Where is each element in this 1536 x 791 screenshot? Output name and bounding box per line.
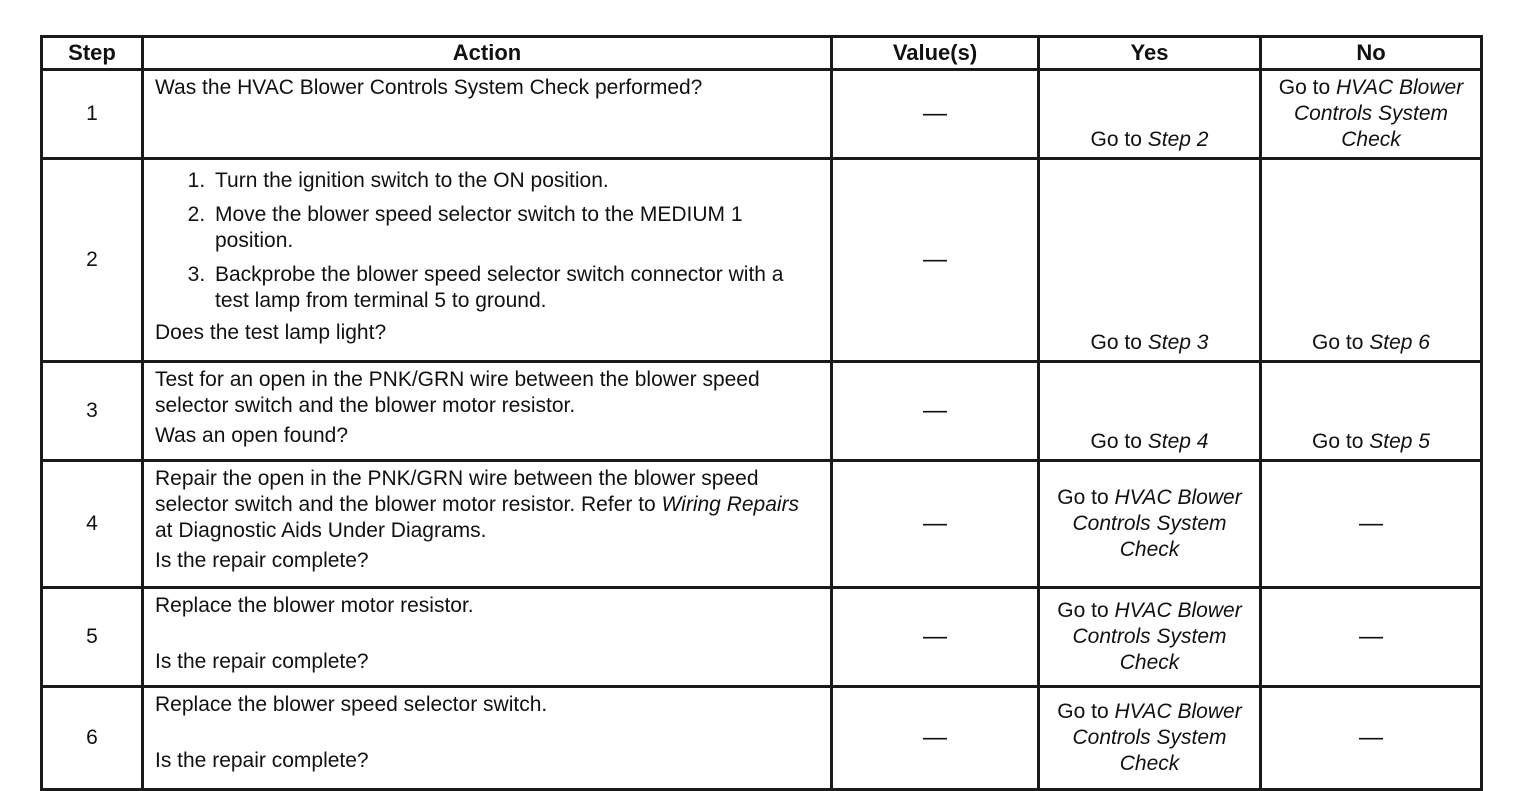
no-link[interactable]: Step 5 [1369, 430, 1430, 453]
yes-link[interactable]: HVAC Blower Controls System Check [1072, 700, 1242, 775]
action-step-item: 1. Turn the ignition switch to the ON position. [211, 168, 820, 194]
diagnostic-table [40, 35, 1483, 791]
action-text [155, 466, 820, 544]
table-row [42, 687, 1482, 790]
action-text-post: at Diagnostic Aids Under Diagrams. [155, 519, 487, 542]
action-cell [143, 159, 832, 362]
step-number: 2 [42, 159, 143, 362]
yes-prefix: Go to [1090, 128, 1148, 151]
action-cell [143, 70, 832, 159]
yes-link[interactable]: HVAC Blower Controls System Check [1072, 486, 1242, 561]
no-cell[interactable] [1261, 70, 1482, 159]
action-cell [143, 461, 832, 588]
action-step-item: 3. Backprobe the blower speed selector switch connector with a test lamp from terminal 5 to ground. [211, 262, 820, 314]
yes-cell[interactable] [1039, 70, 1261, 159]
yes-link[interactable]: HVAC Blower Controls System Check [1072, 599, 1242, 674]
table-row [42, 588, 1482, 687]
table-row [42, 159, 1482, 362]
action-text: Was the HVAC Blower Controls System Check performed? [155, 76, 703, 99]
table-row [42, 362, 1482, 461]
value-cell: — [832, 588, 1039, 687]
yes-cell[interactable] [1039, 687, 1261, 790]
action-text: Test for an open in the PNK/GRN wire between the blower speed selector switch and the blower motor resistor. [155, 368, 760, 417]
no-prefix: Go to [1312, 430, 1370, 453]
no-cell: — [1261, 588, 1482, 687]
action-question: Is the repair complete? [155, 650, 369, 673]
yes-cell[interactable] [1039, 159, 1261, 362]
value-cell: — [832, 70, 1039, 159]
header-action: Action [143, 37, 832, 70]
step-number: 5 [42, 588, 143, 687]
header-no: No [1261, 37, 1482, 70]
action-question: Is the repair complete? [155, 749, 369, 772]
header-yes: Yes [1039, 37, 1261, 70]
no-link[interactable]: HVAC Blower Controls System Check [1293, 76, 1464, 151]
action-cell [143, 588, 832, 687]
yes-link[interactable]: Step 4 [1147, 430, 1209, 453]
value-cell: — [832, 159, 1039, 362]
no-cell[interactable] [1261, 159, 1482, 362]
no-cell[interactable] [1261, 362, 1482, 461]
value-cell: — [832, 687, 1039, 790]
header-row [42, 37, 1482, 70]
action-text: Replace the blower motor resistor. [155, 594, 474, 617]
yes-link[interactable]: Step 2 [1147, 128, 1209, 151]
no-prefix: Go to [1278, 76, 1336, 99]
wiring-repairs-link[interactable]: Wiring Repairs [661, 493, 800, 516]
header-step: Step [42, 37, 143, 70]
table-row [42, 70, 1482, 159]
action-cell [143, 687, 832, 790]
no-cell: — [1261, 687, 1482, 790]
step-number: 3 [42, 362, 143, 461]
diagnostic-table-container [40, 35, 1480, 791]
action-question: Was an open found? [155, 424, 349, 447]
action-cell [143, 362, 832, 461]
yes-cell[interactable] [1039, 362, 1261, 461]
yes-prefix: Go to [1057, 486, 1115, 509]
no-link[interactable]: Step 6 [1369, 331, 1430, 354]
step-number: 4 [42, 461, 143, 588]
yes-prefix: Go to [1090, 430, 1148, 453]
value-cell: — [832, 461, 1039, 588]
action-steps-list [155, 168, 820, 314]
yes-prefix: Go to [1057, 599, 1115, 622]
step-number: 6 [42, 687, 143, 790]
yes-link[interactable]: Step 3 [1147, 331, 1209, 354]
yes-cell[interactable] [1039, 461, 1261, 588]
header-values: Value(s) [832, 37, 1039, 70]
step-number: 1 [42, 70, 143, 159]
action-question: Is the repair complete? [155, 549, 369, 572]
yes-prefix: Go to [1057, 700, 1115, 723]
no-cell: — [1261, 461, 1482, 588]
yes-cell[interactable] [1039, 588, 1261, 687]
action-text-pre: Repair the open in the PNK/GRN wire between the blower speed selector switch and the blower motor resistor. Refer to [155, 467, 759, 516]
value-cell: — [832, 362, 1039, 461]
action-step-item: 2. Move the blower speed selector switch to the MEDIUM 1 position. [211, 202, 820, 254]
table-row [42, 461, 1482, 588]
action-question: Does the test lamp light? [155, 321, 387, 344]
action-text: Replace the blower speed selector switch. [155, 693, 548, 716]
no-prefix: Go to [1312, 331, 1370, 354]
yes-prefix: Go to [1090, 331, 1148, 354]
